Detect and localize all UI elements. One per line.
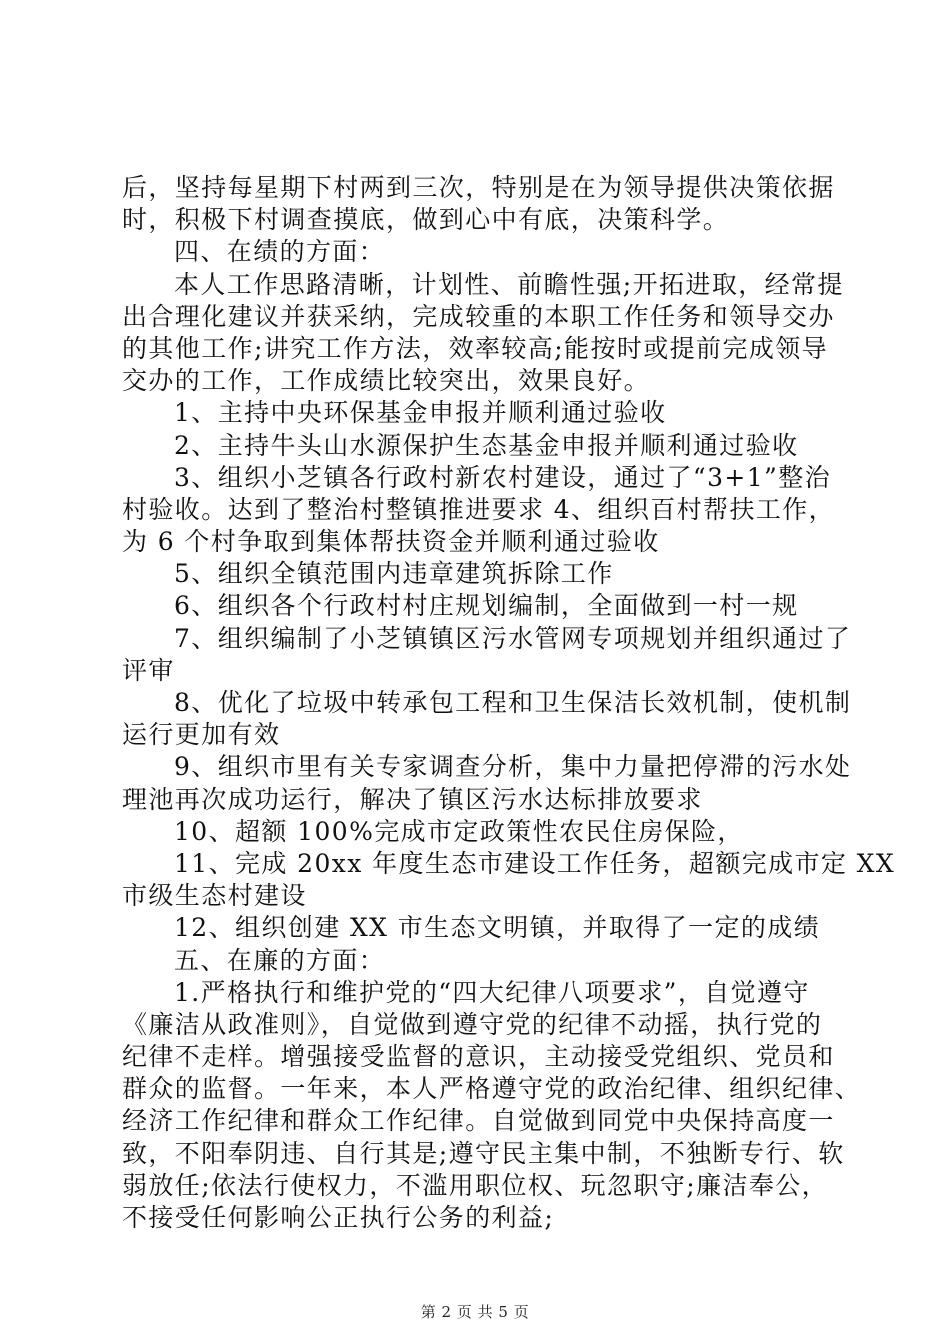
text-line: 纪律不走样。增强接受监督的意识，主动接受党组织、党员和 bbox=[122, 1042, 835, 1072]
text-line: 时，积极下村调查摸底，做到心中有底，决策科学。 bbox=[122, 205, 730, 235]
text-line: 评审 bbox=[122, 655, 175, 685]
list-item: 11、完成 20xx 年度生态市建设工作任务，超额完成市定 XX bbox=[174, 848, 896, 878]
list-item: 6、组织各个行政村村庄规划编制，全面做到一村一规 bbox=[174, 591, 799, 621]
text-line: 致，不阳奉阴违、自行其是;遵守民主集中制，不独断专行、软 bbox=[122, 1138, 845, 1168]
list-item: 1、主持中央环保基金申报并顺利通过验收 bbox=[174, 398, 667, 428]
list-item: 5、组织全镇范围内违章建筑拆除工作 bbox=[174, 559, 614, 589]
list-item: 2、主持牛头山水源保护生态基金申报并顺利通过验收 bbox=[174, 430, 799, 460]
text-line: 的其他工作;讲究工作方法，效率较高;能按时或提前完成领导 bbox=[122, 333, 829, 363]
list-item: 9、组织市里有关专家调查分析，集中力量把停滞的污水处 bbox=[174, 752, 852, 782]
text-line: 《廉洁从政准则》，自觉做到遵守党的纪律不动摇，执行党的 bbox=[122, 1009, 823, 1039]
section-heading: 五、在廉的方面： bbox=[174, 945, 386, 975]
page-number-footer: 第 2 页 共 5 页 bbox=[420, 1303, 530, 1321]
list-item: 10、超额 100%完成市定政策性农民住房保险， bbox=[174, 816, 744, 846]
list-item: 1.严格执行和维护党的“四大纪律八项要求”，自觉遵守 bbox=[174, 977, 810, 1007]
text-line: 经济工作纪律和群众工作纪律。自觉做到同党中央保持高度一 bbox=[122, 1106, 835, 1136]
text-line: 村验收。达到了整治村整镇推进要求 4、组织百村帮扶工作， bbox=[122, 494, 836, 524]
list-item: 3、组织小芝镇各行政村新农村建设，通过了“3+1”整治 bbox=[174, 462, 832, 492]
text-line: 理池再次成功运行，解决了镇区污水达标排放要求 bbox=[122, 784, 703, 814]
text-line: 弱放任;依法行使权力，不滥用职位权、玩忽职守;廉洁奉公， bbox=[122, 1170, 829, 1200]
list-item: 7、组织编制了小芝镇镇区污水管网专项规划并组织通过了 bbox=[174, 623, 852, 653]
text-line: 群众的监督。一年来，本人严格遵守党的政治纪律、组织纪律、 bbox=[122, 1074, 862, 1104]
list-item: 8、优化了垃圾中转承包工程和卫生保洁长效机制，使机制 bbox=[174, 688, 852, 717]
list-item: 12、组织创建 XX 市生态文明镇，并取得了一定的成绩 bbox=[174, 913, 821, 943]
text-line: 本人工作思路清晰，计划性、前瞻性强;开拓进取，经常提 bbox=[174, 269, 844, 299]
text-line: 交办的工作，工作成绩比较突出，效果良好。 bbox=[122, 366, 651, 396]
section-heading: 四、在绩的方面： bbox=[174, 237, 386, 267]
text-line: 市级生态村建设 bbox=[122, 881, 307, 911]
text-line: 为 6 个村争取到集体帮扶资金并顺利通过验收 bbox=[122, 527, 660, 557]
text-line: 运行更加有效 bbox=[122, 720, 281, 750]
text-line: 出合理化建议并获采纳，完成较重的本职工作任务和领导交办 bbox=[122, 301, 835, 331]
text-line: 后，坚持每星期下村两到三次，特别是在为领导提供决策依据 bbox=[122, 173, 835, 202]
document-body bbox=[122, 172, 896, 1234]
text-line: 不接受任何影响公正执行公务的利益; bbox=[122, 1203, 555, 1232]
